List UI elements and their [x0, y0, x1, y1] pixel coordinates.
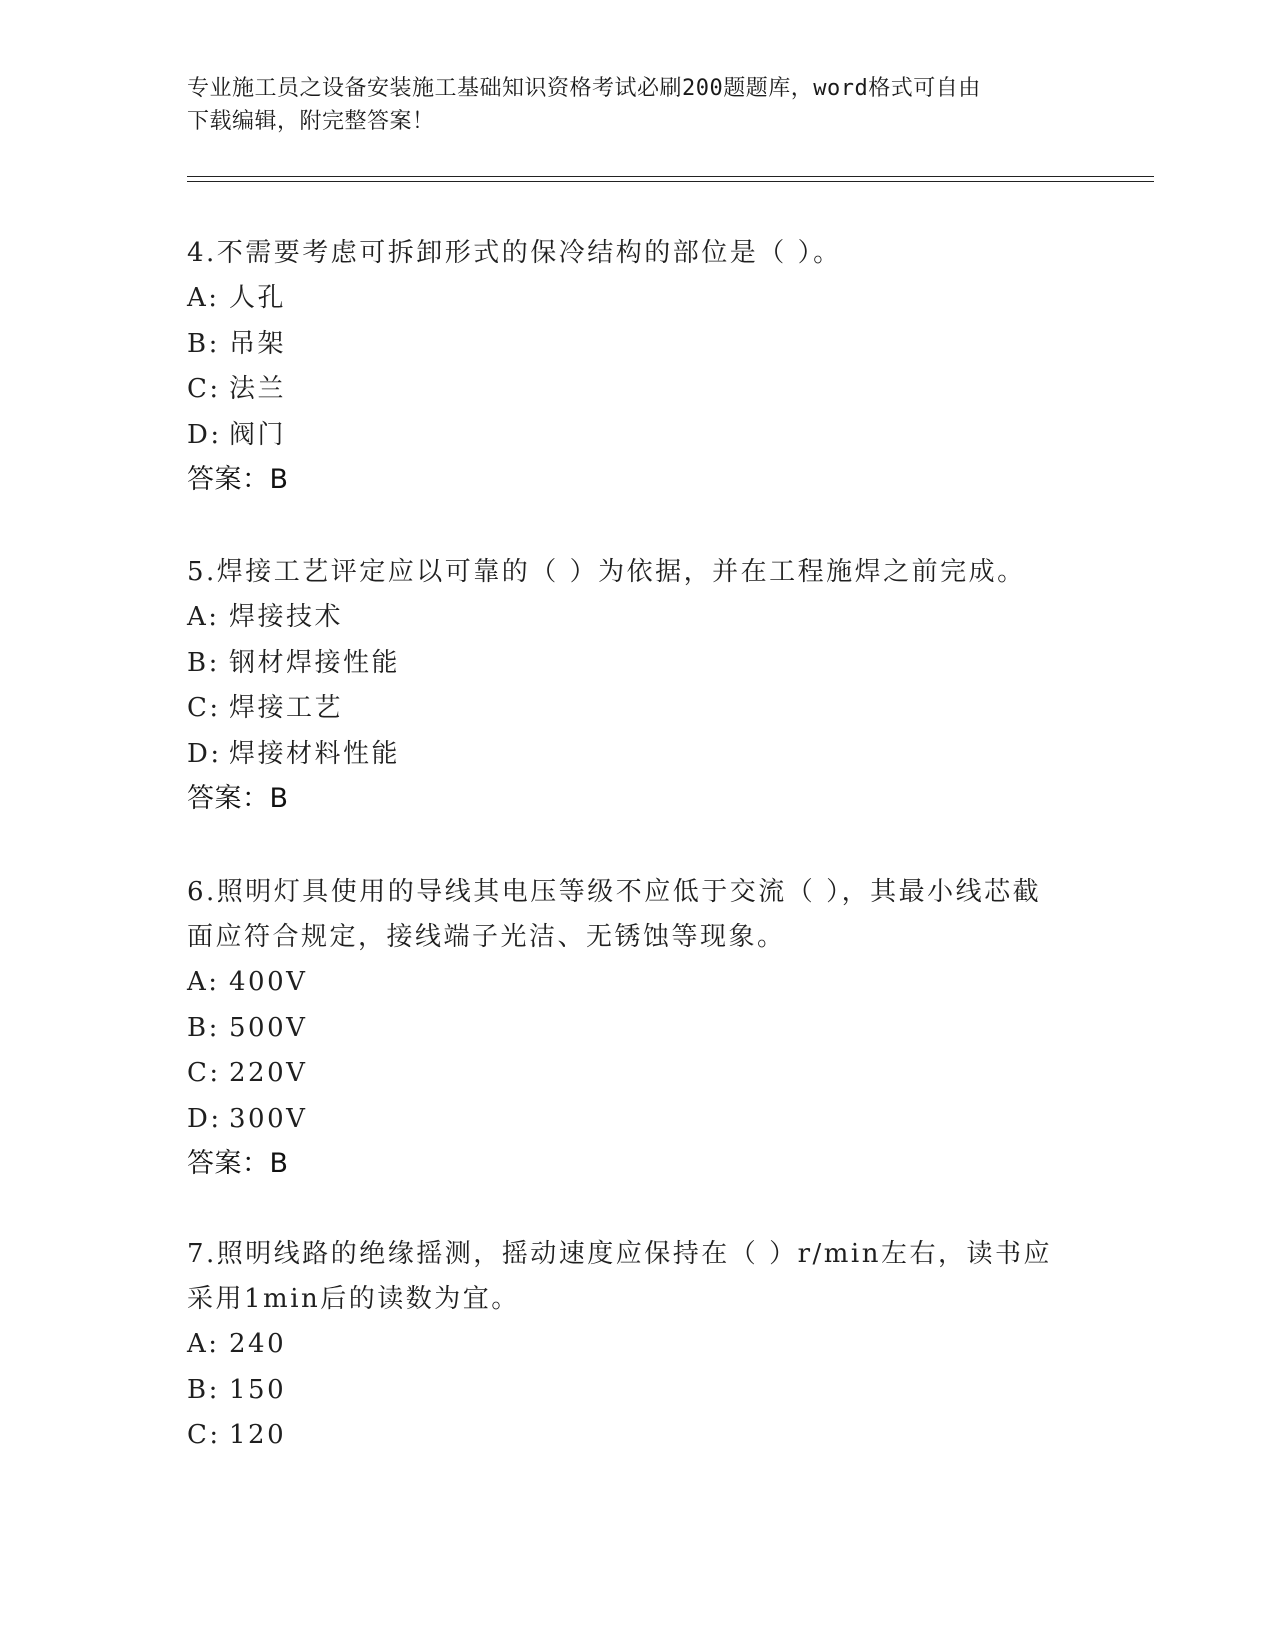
option-text: 400V	[229, 967, 308, 997]
option-letter: C:	[187, 1420, 221, 1450]
option-letter: A:	[187, 967, 220, 997]
option-a	[187, 276, 1087, 322]
option-letter: C:	[187, 1058, 221, 1088]
question-5	[187, 550, 1087, 821]
option-letter: B:	[187, 1374, 220, 1405]
question-6	[187, 870, 1087, 1186]
question-text-line-1: 7.照明线路的绝缘摇测，摇动速度应保持在（ ）r/min左右，读书应	[187, 1239, 1052, 1269]
header-line-2: 下载编辑，附完整答案！	[187, 109, 435, 134]
answer-text: 答案：B	[187, 783, 289, 814]
question-text-line-2: 采用1min后的读数为宜。	[187, 1284, 520, 1314]
answer-text: 答案：B	[187, 1148, 289, 1179]
option-text: 阀门	[229, 419, 287, 450]
option-letter: B:	[187, 1012, 220, 1043]
option-letter: D:	[187, 738, 222, 769]
option-c	[187, 1051, 1087, 1097]
option-d	[187, 732, 1087, 778]
option-d	[187, 1097, 1087, 1143]
option-letter: A:	[187, 283, 220, 313]
option-text: 300V	[229, 1103, 308, 1134]
question-4	[187, 231, 1087, 502]
option-letter: B:	[187, 647, 220, 678]
option-letter: C:	[187, 374, 221, 404]
option-a	[187, 1322, 1087, 1368]
question-text: 4.不需要考虑可拆卸形式的保冷结构的部位是（ ）。	[187, 238, 842, 268]
option-text: 焊接工艺	[229, 693, 344, 723]
option-c	[187, 367, 1087, 413]
option-text: 人孔	[229, 283, 287, 313]
option-c	[187, 686, 1087, 732]
option-text: 法兰	[229, 374, 287, 404]
option-letter: A:	[187, 1329, 220, 1359]
option-b	[187, 1006, 1087, 1052]
document-header	[187, 72, 1087, 138]
option-letter: D:	[187, 1103, 222, 1134]
question-text: 5.焊接工艺评定应以可靠的（ ）为依据，并在工程施焊之前完成。	[187, 557, 1026, 587]
option-a	[187, 960, 1087, 1006]
option-b	[187, 322, 1087, 368]
option-text: 500V	[229, 1012, 308, 1043]
option-letter: C:	[187, 693, 221, 723]
option-letter: A:	[187, 602, 220, 632]
option-a	[187, 595, 1087, 641]
header-divider-bottom	[187, 181, 1154, 182]
option-text: 焊接材料性能	[229, 738, 401, 769]
option-c	[187, 1413, 1087, 1459]
option-text: 240	[229, 1329, 287, 1359]
header-divider-top	[187, 176, 1154, 177]
question-7	[187, 1232, 1087, 1459]
option-text: 焊接技术	[229, 602, 344, 632]
question-text-line-1: 6.照明灯具使用的导线其电压等级不应低于交流（ ），其最小线芯截	[187, 877, 1042, 907]
option-text: 220V	[229, 1058, 308, 1088]
answer-text: 答案：B	[187, 464, 289, 495]
option-text: 钢材焊接性能	[229, 647, 401, 678]
question-text-line-2: 面应符合规定，接线端子光洁、无锈蚀等现象。	[187, 922, 786, 952]
option-text: 吊架	[229, 328, 287, 359]
option-letter: D:	[187, 419, 222, 450]
option-b	[187, 641, 1087, 687]
option-b	[187, 1368, 1087, 1414]
option-letter: B:	[187, 328, 220, 359]
option-text: 120	[229, 1420, 287, 1450]
option-d	[187, 413, 1087, 459]
header-line-1: 专业施工员之设备安装施工基础知识资格考试必刷200题题库，word格式可自由	[187, 76, 981, 101]
option-text: 150	[229, 1374, 287, 1405]
